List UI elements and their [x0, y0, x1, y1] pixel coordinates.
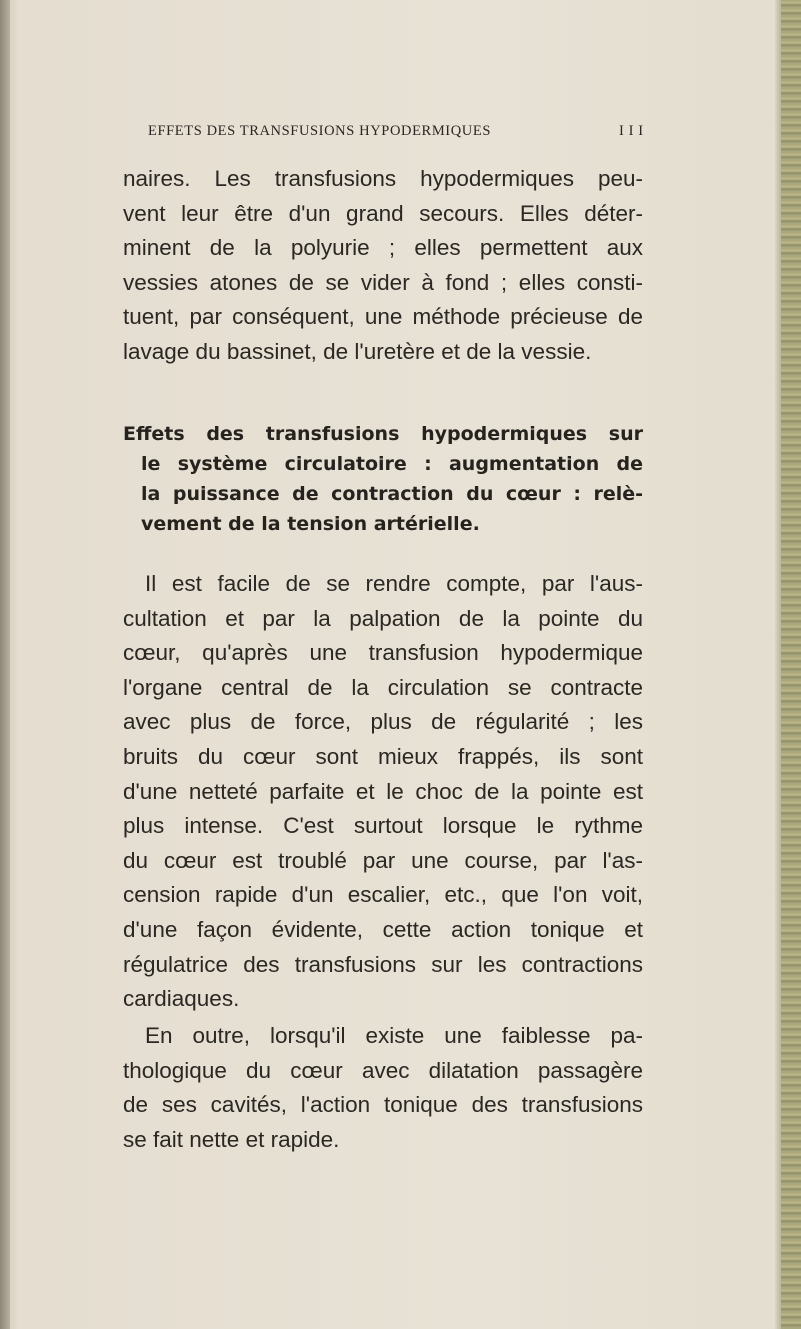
heading-line: Effets des transfusions hypodermiques sur [123, 423, 643, 445]
heading-line: vement de la tension artérielle. [141, 513, 480, 535]
text-line: minent de la polyurie ; elles permettent aux [123, 235, 643, 261]
text-line: cension rapide d'un escalier, etc., que l'on voit, [123, 882, 643, 908]
text-line: cardiaques. [123, 986, 240, 1012]
text-line: vent leur être d'un grand secours. Elles déter- [123, 200, 643, 226]
page-gutter-shadow [0, 0, 10, 1329]
text-line: vessies atones de se vider à fond ; elles consti- [123, 269, 643, 295]
running-title: EFFETS DES TRANSFUSIONS HYPODERMIQUES [148, 123, 492, 139]
section-heading [123, 419, 643, 539]
text-line: thologique du cœur avec dilatation passagère [123, 1057, 643, 1083]
paragraph-3 [123, 1019, 643, 1157]
text-line: se fait nette et rapide. [123, 1126, 340, 1152]
text-line: naires. Les transfusions hypodermiques peu- [123, 166, 643, 191]
paragraph-1 [123, 162, 643, 370]
text-line: tuent, par conséquent, une méthode précieuse de [123, 304, 643, 330]
text-line: de ses cavités, l'action tonique des transfusions [123, 1092, 643, 1118]
text-line: En outre, lorsqu'il existe une faiblesse pa- [145, 1023, 643, 1048]
page-number: I I I [619, 123, 644, 139]
text-line: d'une façon évidente, cette action tonique et [123, 916, 643, 942]
text-line: Il est facile de se rendre compte, par l'aus- [145, 571, 643, 596]
text-line: avec plus de force, plus de régularité ; les [123, 709, 643, 735]
paragraph-2 [123, 567, 643, 1017]
text-line: bruits du cœur sont mieux frappés, ils sont [123, 743, 643, 769]
text-line: d'une netteté parfaite et le choc de la pointe est [123, 778, 643, 804]
heading-line: la puissance de contraction du cœur : relè- [141, 483, 643, 505]
heading-line: le système circulatoire : augmentation de [141, 453, 643, 475]
text-line: l'organe central de la circulation se contracte [123, 674, 643, 700]
text-line: lavage du bassinet, de l'uretère et de la vessie. [123, 338, 592, 364]
adjacent-page-edges [781, 0, 801, 1329]
text-line: plus intense. C'est surtout lorsque le rythme [123, 813, 643, 839]
text-line: cultation et par la palpation de la pointe du [123, 605, 643, 631]
running-header [148, 123, 648, 140]
text-line: du cœur est troublé par une course, par l'as- [123, 847, 643, 873]
text-line: régulatrice des transfusions sur les contractions [123, 951, 643, 977]
text-line: cœur, qu'après une transfusion hypodermique [123, 640, 643, 666]
